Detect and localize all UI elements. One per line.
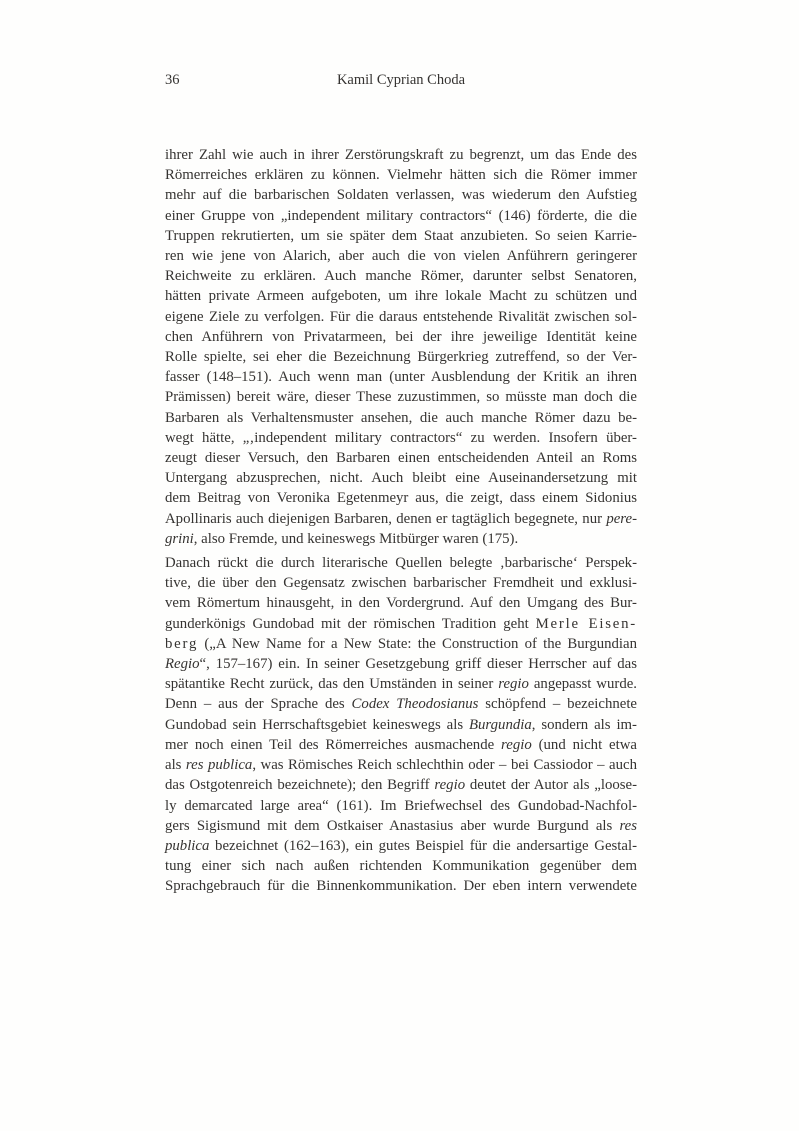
letterspaced-text: Merle Eisen- (535, 615, 637, 632)
text-line (165, 876, 637, 896)
text-line (165, 634, 637, 654)
body-text: das Ostgotenreich bezeichnete); den Begriff (165, 777, 435, 794)
text-line (165, 529, 637, 549)
text-line (165, 553, 637, 573)
italic-text: Regio (165, 656, 200, 673)
body-text: gers Sigismund mit dem Ostkaiser Anastasius aber wurde Burgund als (165, 817, 620, 834)
text-line (165, 246, 637, 266)
italic-text: Burgundia (469, 716, 532, 733)
body-text: ren wie jene von Alarich, aber auch die von vielen Anführern geringerer (165, 248, 637, 265)
body-text: angepasst wurde. (528, 676, 637, 693)
text-line (165, 816, 637, 836)
text-line (165, 694, 637, 714)
text-line (165, 226, 637, 246)
text-line (165, 448, 637, 468)
body-text: Prämissen) bereit wäre, dieser These zuzustimmen, so müsste man doch die (165, 389, 637, 406)
body-text: zeugt dieser Versuch, den Barbaren einen entscheidenden Anteil an Roms (165, 450, 637, 467)
body-text: („A New Name for a New State: the Construction of the Burgundian (198, 635, 637, 652)
text-line (165, 165, 637, 185)
body-text: , was Römisches Reich schlechthin oder – bei Cassiodor – auch (252, 757, 637, 774)
text-line (165, 387, 637, 407)
text-line (165, 347, 637, 367)
text-line (165, 428, 637, 448)
text-line (165, 836, 637, 856)
body-text: Untergang abzusprechen, nicht. Auch bleibt eine Auseinandersetzung mit (165, 470, 637, 487)
italic-text: pere- (606, 510, 637, 527)
text-line (165, 286, 637, 306)
body-text: Barbaren als Verhaltensmuster ansehen, die auch manche Römer dazu be- (165, 409, 637, 426)
body-text: hätten private Armeen aufgeboten, um ihre lokale Macht zu schützen und (165, 288, 637, 305)
body-text: dem Beitrag von Veronika Egetenmeyr aus, die zeigt, dass einem Sidonius (165, 490, 637, 507)
body-text: mer noch einen Teil des Römerreiches ausmachende (165, 736, 502, 753)
body-text: Denn – aus der Sprache des (165, 696, 352, 713)
text-line (165, 266, 637, 286)
body-text: mehr auf die barbarischen Soldaten verlassen, was wiederum den Aufstieg (165, 187, 637, 204)
body-text: schöpfend – bezeichnete (478, 696, 637, 713)
body-text: als (165, 757, 186, 774)
body-text: eigene Ziele zu verfolgen. Für die daraus entstehende Rivalität zwischen sol- (165, 308, 637, 325)
body-text: chen Anführern von Privatarmeen, bei der ihre jeweilige Identität keine (165, 328, 637, 345)
text-line (165, 145, 637, 165)
body-text: gunderkönigs Gundobad mit der römischen Tradition geht (165, 615, 536, 632)
italic-text: Codex Theodosianus (351, 696, 479, 713)
text-line (165, 488, 637, 508)
body-text: Danach rückt die durch literarische Quellen belegte ‚barbarische‘ Perspek- (165, 555, 637, 572)
text-line (165, 796, 637, 816)
body-text: “, 157–167) ein. In seiner Gesetzgebung griff dieser Herrscher auf das (199, 656, 637, 673)
text-line (165, 408, 637, 428)
text-line (165, 775, 637, 795)
body-text: ly demarcated large area“ (161). Im Briefwechsel des Gundobad-Nachfol- (165, 797, 637, 814)
body-text: Gundobad sein Herrschaftsgebiet keineswegs als (165, 716, 469, 733)
text-line (165, 755, 637, 775)
letterspaced-text: berg (165, 635, 199, 652)
body-text: deutet der Autor als „loose- (465, 777, 637, 794)
text-line (165, 509, 637, 529)
text-line (165, 856, 637, 876)
body-text: spätantike Recht zurück, das den Umständen in seiner (165, 676, 499, 693)
italic-text: res publica (185, 757, 253, 774)
text-line (165, 367, 637, 387)
text-block (165, 145, 637, 897)
body-text: Sprachgebrauch für die Binnenkommunikation. Der eben intern verwendete (165, 878, 637, 895)
text-line (165, 674, 637, 694)
text-line (165, 206, 637, 226)
italic-text: grini (165, 530, 194, 547)
text-line (165, 185, 637, 205)
text-line (165, 593, 637, 613)
body-text: bezeichnet (162–163), ein gutes Beispiel für die andersartige Gestal- (209, 837, 637, 854)
page-header (165, 71, 637, 89)
body-text: Apollinaris auch diejenigen Barbaren, denen er tagtäglich begegnete, nur (165, 510, 607, 527)
text-line (165, 327, 637, 347)
body-text: fasser (148–151). Auch wenn man (unter Ausblendung der Kritik an ihren (165, 369, 637, 386)
body-text: Truppen rekrutierten, um sie später dem Staat anzubieten. So seien Karrie- (165, 227, 637, 244)
text-line (165, 614, 637, 634)
text-line (165, 654, 637, 674)
italic-text: regio (434, 777, 466, 794)
paragraph-2 (165, 553, 637, 896)
body-text: tive, die über den Gegensatz zwischen barbarischer Fremdheit und exklusi- (165, 575, 637, 592)
body-text: vem Römertum hinausgeht, in den Vordergrund. Auf den Umgang des Bur- (165, 595, 637, 612)
body-text: einer Gruppe von „independent military contractors“ (146) förderte, die die (165, 207, 637, 224)
body-text: , also Fremde, und keineswegs Mitbürger waren (175). (193, 530, 519, 547)
body-text: wegt hätte, „‚independent military contractors“ zu werden. Insofern über- (165, 429, 637, 446)
text-line (165, 468, 637, 488)
body-text: Reichweite zu erklären. Auch manche Römer, darunter selbst Senatoren, (165, 268, 637, 285)
running-title: Kamil Cyprian Choda (336, 72, 466, 88)
body-text: Rolle spielte, sei eher die Bezeichnung Bürgerkrieg zutreffend, so der Ver- (165, 349, 637, 366)
italic-text: regio (498, 676, 529, 693)
body-text: Römerreiches erklären zu können. Vielmehr hätten sich die Römer immer (165, 167, 637, 184)
italic-text: publica (165, 837, 210, 854)
text-line (165, 735, 637, 755)
page-number: 36 (165, 72, 180, 88)
body-text: , sondern als im- (531, 716, 637, 733)
body-text: (und nicht etwa (531, 736, 637, 753)
body-text: ihrer Zahl wie auch in ihrer Zerstörungskraft zu begrenzt, um das Ende des (165, 147, 637, 163)
paragraph-1 (165, 145, 637, 549)
body-text: tung einer sich nach außen richtenden Kommunikation gegenüber dem (165, 858, 637, 875)
italic-text: res (619, 817, 637, 834)
italic-text: regio (501, 736, 532, 753)
text-line (165, 573, 637, 593)
text-line (165, 307, 637, 327)
text-line (165, 715, 637, 735)
